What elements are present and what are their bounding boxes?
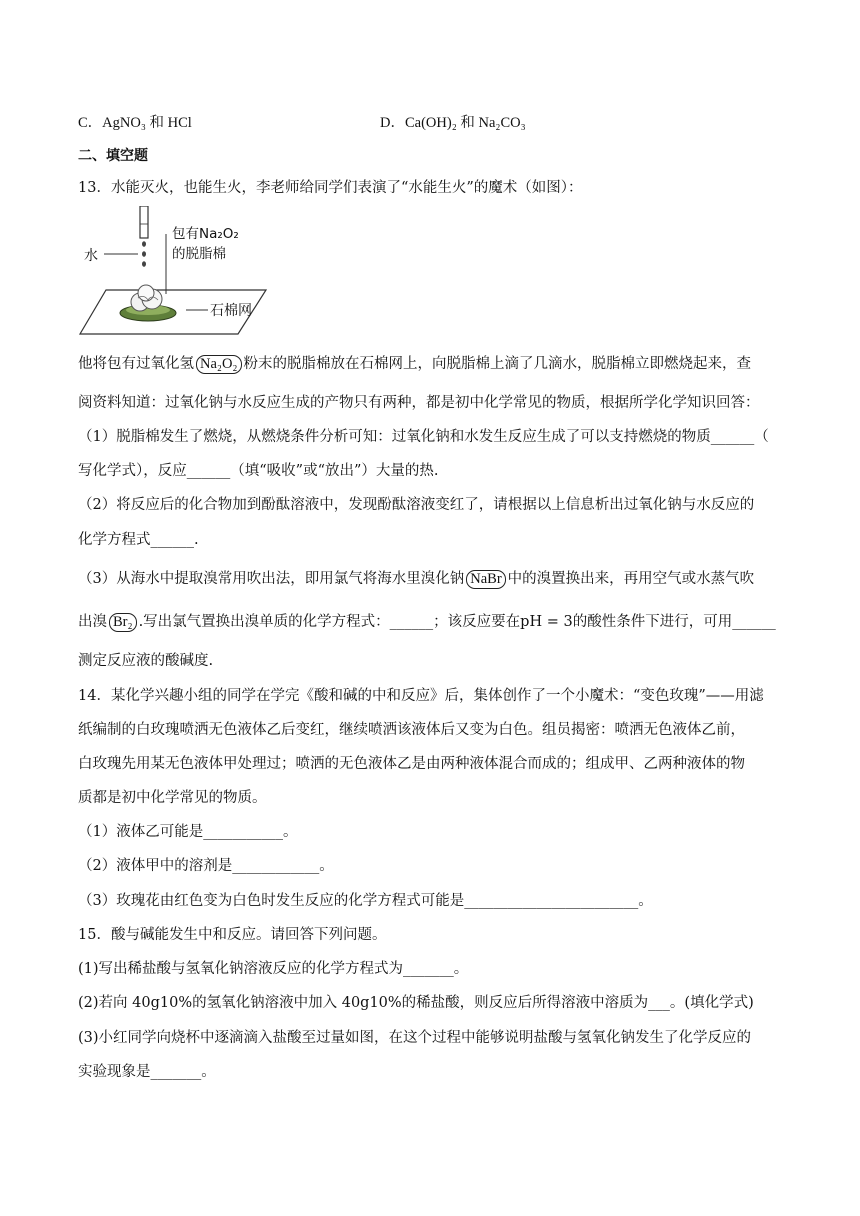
q14-line3: 白玫瑰先用某无色液体甲处理过；喷洒的无色液体乙是由两种液体混合而成的；组成甲、乙两种液体的物 <box>78 756 745 772</box>
q14-sub3: （3）玫瑰花由红色变为白色时发生反应的化学方程式可能是________________________。 <box>78 893 653 909</box>
q13-paragraph-line1: 他将包有过氧化氢 Na₂O₂ 粉末的脱脂棉放在石棉网上，向脱脂棉上滴了几滴水，脱脂棉立即燃烧起来，查 <box>78 356 751 372</box>
q13-sub3-line1: （3）从海水中提取溴常用吹出法，即用氯气将海水里溴化钠 NaBr 中的溴置换出来，再用空气或水蒸气吹 <box>78 571 755 587</box>
formula-nabr: NaBr <box>466 570 505 589</box>
q13-sub3-line2: 出溴 Br₂ .写出氯气置换出溴单质的化学方程式：______；该反应要在pH = 3的酸性条件下进行，可用______ <box>78 614 776 630</box>
cotton-label-line2: 的脱脂棉 <box>172 246 226 262</box>
cotton-ball-shape <box>131 285 162 311</box>
q15-sub3-line1: (3)小红同学向烧杯中逐滴滴入盐酸至过量如图，在这个过程中能够说明盐酸与氢氧化钠发生了化学反应的 <box>78 1030 752 1046</box>
q15-sub3-line2: 实验现象是_______。 <box>78 1064 216 1080</box>
q14-line4: 质都是初中化学常见的物质。 <box>78 790 267 806</box>
q13-sub2-line1: （2）将反应后的化合物加到酚酞溶液中，发现酚酞溶液变红了，请根据以上信息析出过氧化钠与水反应的 <box>78 497 755 513</box>
option-d-text: Ca(OH)₂ 和 Na₂CO₃ <box>404 115 526 131</box>
formula-na2o2: Na₂O₂ <box>196 355 242 374</box>
q14-sub1: （1）液体乙可能是___________。 <box>78 824 298 840</box>
section-title: 二、填空题 <box>78 148 148 164</box>
q13-figure <box>78 206 268 340</box>
option-d <box>380 113 526 133</box>
q13-sub1-line1: （1）脱脂棉发生了燃烧，从燃烧条件分析可知：过氧化钠和水发生反应生成了可以支持燃烧的物质______（ <box>78 429 769 445</box>
water-label: 水 <box>84 248 98 264</box>
cotton-label-line1: 包有Na₂O₂ <box>172 226 239 242</box>
q13-paragraph-line2: 阅资料知道：过氧化钠与水反应生成的产物只有两种，都是初中化学常见的物质，根据所学化学知识回答： <box>78 395 760 411</box>
formula-br2: Br₂ <box>109 613 137 632</box>
q13-sub3-line3: 测定反应液的酸碱度. <box>78 653 214 669</box>
option-c-label: C． <box>78 115 103 131</box>
q14-line1: 14．某化学兴趣小组的同学在学完《酸和碱的中和反应》后，集体创作了一个小魔术：“变色玫瑰”——用滤 <box>78 688 764 704</box>
q13-sub1-line2: 写化学式），反应______（填“吸收”或“放出”）大量的热. <box>78 463 439 479</box>
q15-sub1: (1)写出稀盐酸与氢氧化钠溶液反应的化学方程式为_______。 <box>78 961 469 977</box>
q14-sub2: （2）液体甲中的溶剂是____________。 <box>78 858 334 874</box>
q14-line2: 纸编制的白玫瑰喷洒无色液体乙后变红，继续喷洒该液体后又变为白色。组员揭密：喷洒无色液体乙前， <box>78 722 745 738</box>
option-d-label: D． <box>380 115 405 131</box>
q13-stem: 13．水能灭火，也能生火，李老师给同学们表演了“水能生火”的魔术（如图）： <box>78 180 583 196</box>
water-drop <box>142 261 146 267</box>
q15-stem: 15．酸与碱能发生中和反应。请回答下列问题。 <box>78 927 387 943</box>
water-drop <box>142 241 146 247</box>
dropper-tube-shape <box>140 206 148 238</box>
q13-sub2-line2: 化学方程式______. <box>78 532 199 548</box>
q15-sub2: (2)若向 40g10%的氢氧化钠溶液中加入 40g10%的稀盐酸，则反应后所得溶液中溶质为___。(填化学式) <box>78 995 754 1011</box>
option-c-text: AgNO₃ 和 HCl <box>102 115 192 131</box>
option-c <box>78 113 192 133</box>
gauze-label: 石棉网 <box>210 303 252 319</box>
water-drop <box>142 251 146 257</box>
